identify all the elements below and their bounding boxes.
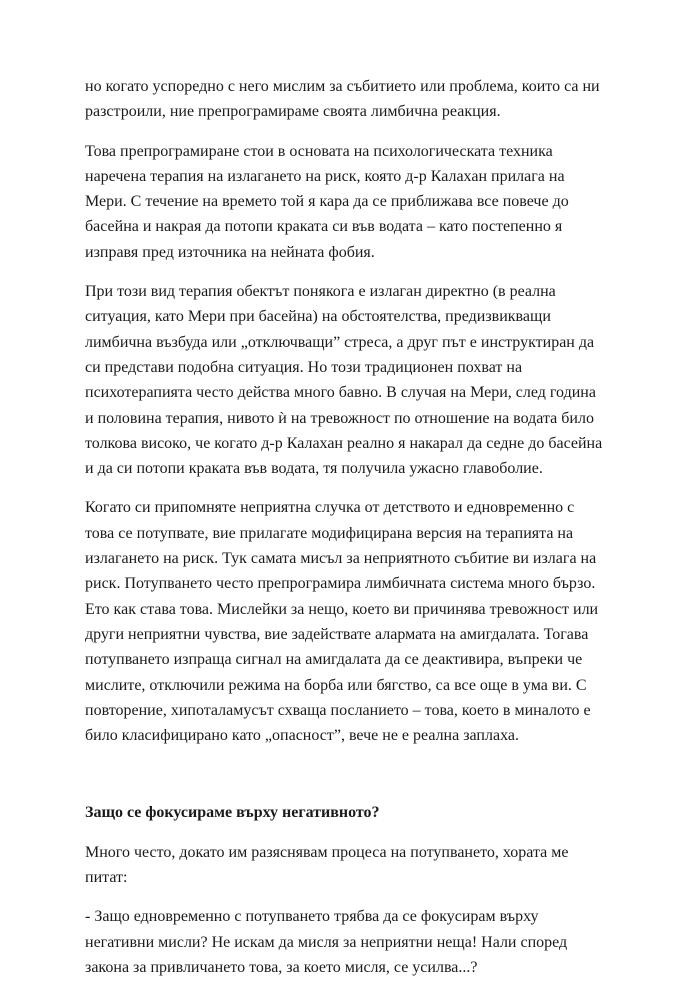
paragraph-1: но когато успоредно с него мислим за събитието или проблема, които са ни разстроили, ние препрограмираме своята лимбична реакция.: [85, 78, 600, 121]
paragraph-4: Когато си припомняте неприятна случка от детството и едновременно с това се потупвате, вие прилагате модифицирана версия на терапията на излагането на риск. Тук самата мисъл за неприятното събитие ви излага на риск. Потупването често препрограмира лимбичната система много бързо. Ето как става това. Мислейки за нещо, което ви причинява тревожност или други неприятни чувства, вие задействате алармата на амигдалата. Тогава потупването изпраща сигнал на амигдалата да се деактивира, въпреки че мислите, отключили режима на борба или бягство, са все още в ума ви. С повторение, хипоталамусът схваща посланието – това, което в миналото е било класифицирано като „опасност”, вече не е реална заплаха.: [85, 499, 599, 745]
paragraph-5: Много често, докато им разяснявам процеса на потупването, хората ме питат:: [85, 843, 569, 887]
section-heading: Защо се фокусираме върху негативното?: [85, 804, 380, 822]
document-page: [85, 74, 605, 980]
paragraph-6: - Защо едновременно с потупването трябва да се фокусирам върху негативни мисли? Не искам да мисля за неприятни неща! Нали според закона за привличането това, за което мисля, се усилва...?: [85, 908, 568, 976]
paragraph-2: Това препрограмиране стои в основата на психологическата техника наречена терапия на излагането на риск, която д-р Калахан прилага на Мери. С течение на времето той я кара да се приближава все повече до басейна и накрая да потопи краката си във водата – като постепенно я изправя пред източника на нейната фобия.: [85, 142, 569, 261]
paragraph-3: При този вид терапия обектът понякога е излаган директно (в реална ситуация, като Мери при басейна) на обстоятелства, предизвикващи лимбична възбуда или „отключващи” стреса, а друг път е инструктиран да си представи подобна ситуация. Но този традиционен похват на психотерапията често действа много бавно. В случая на Мери, след година и половина терапия, нивото ѝ на тревожност по отношение на водата било толкова високо, че когато д-р Калахан реално я накарал да седне до басейна и да си потопи краката във водата, тя получила ужасно главоболие.: [85, 283, 603, 478]
